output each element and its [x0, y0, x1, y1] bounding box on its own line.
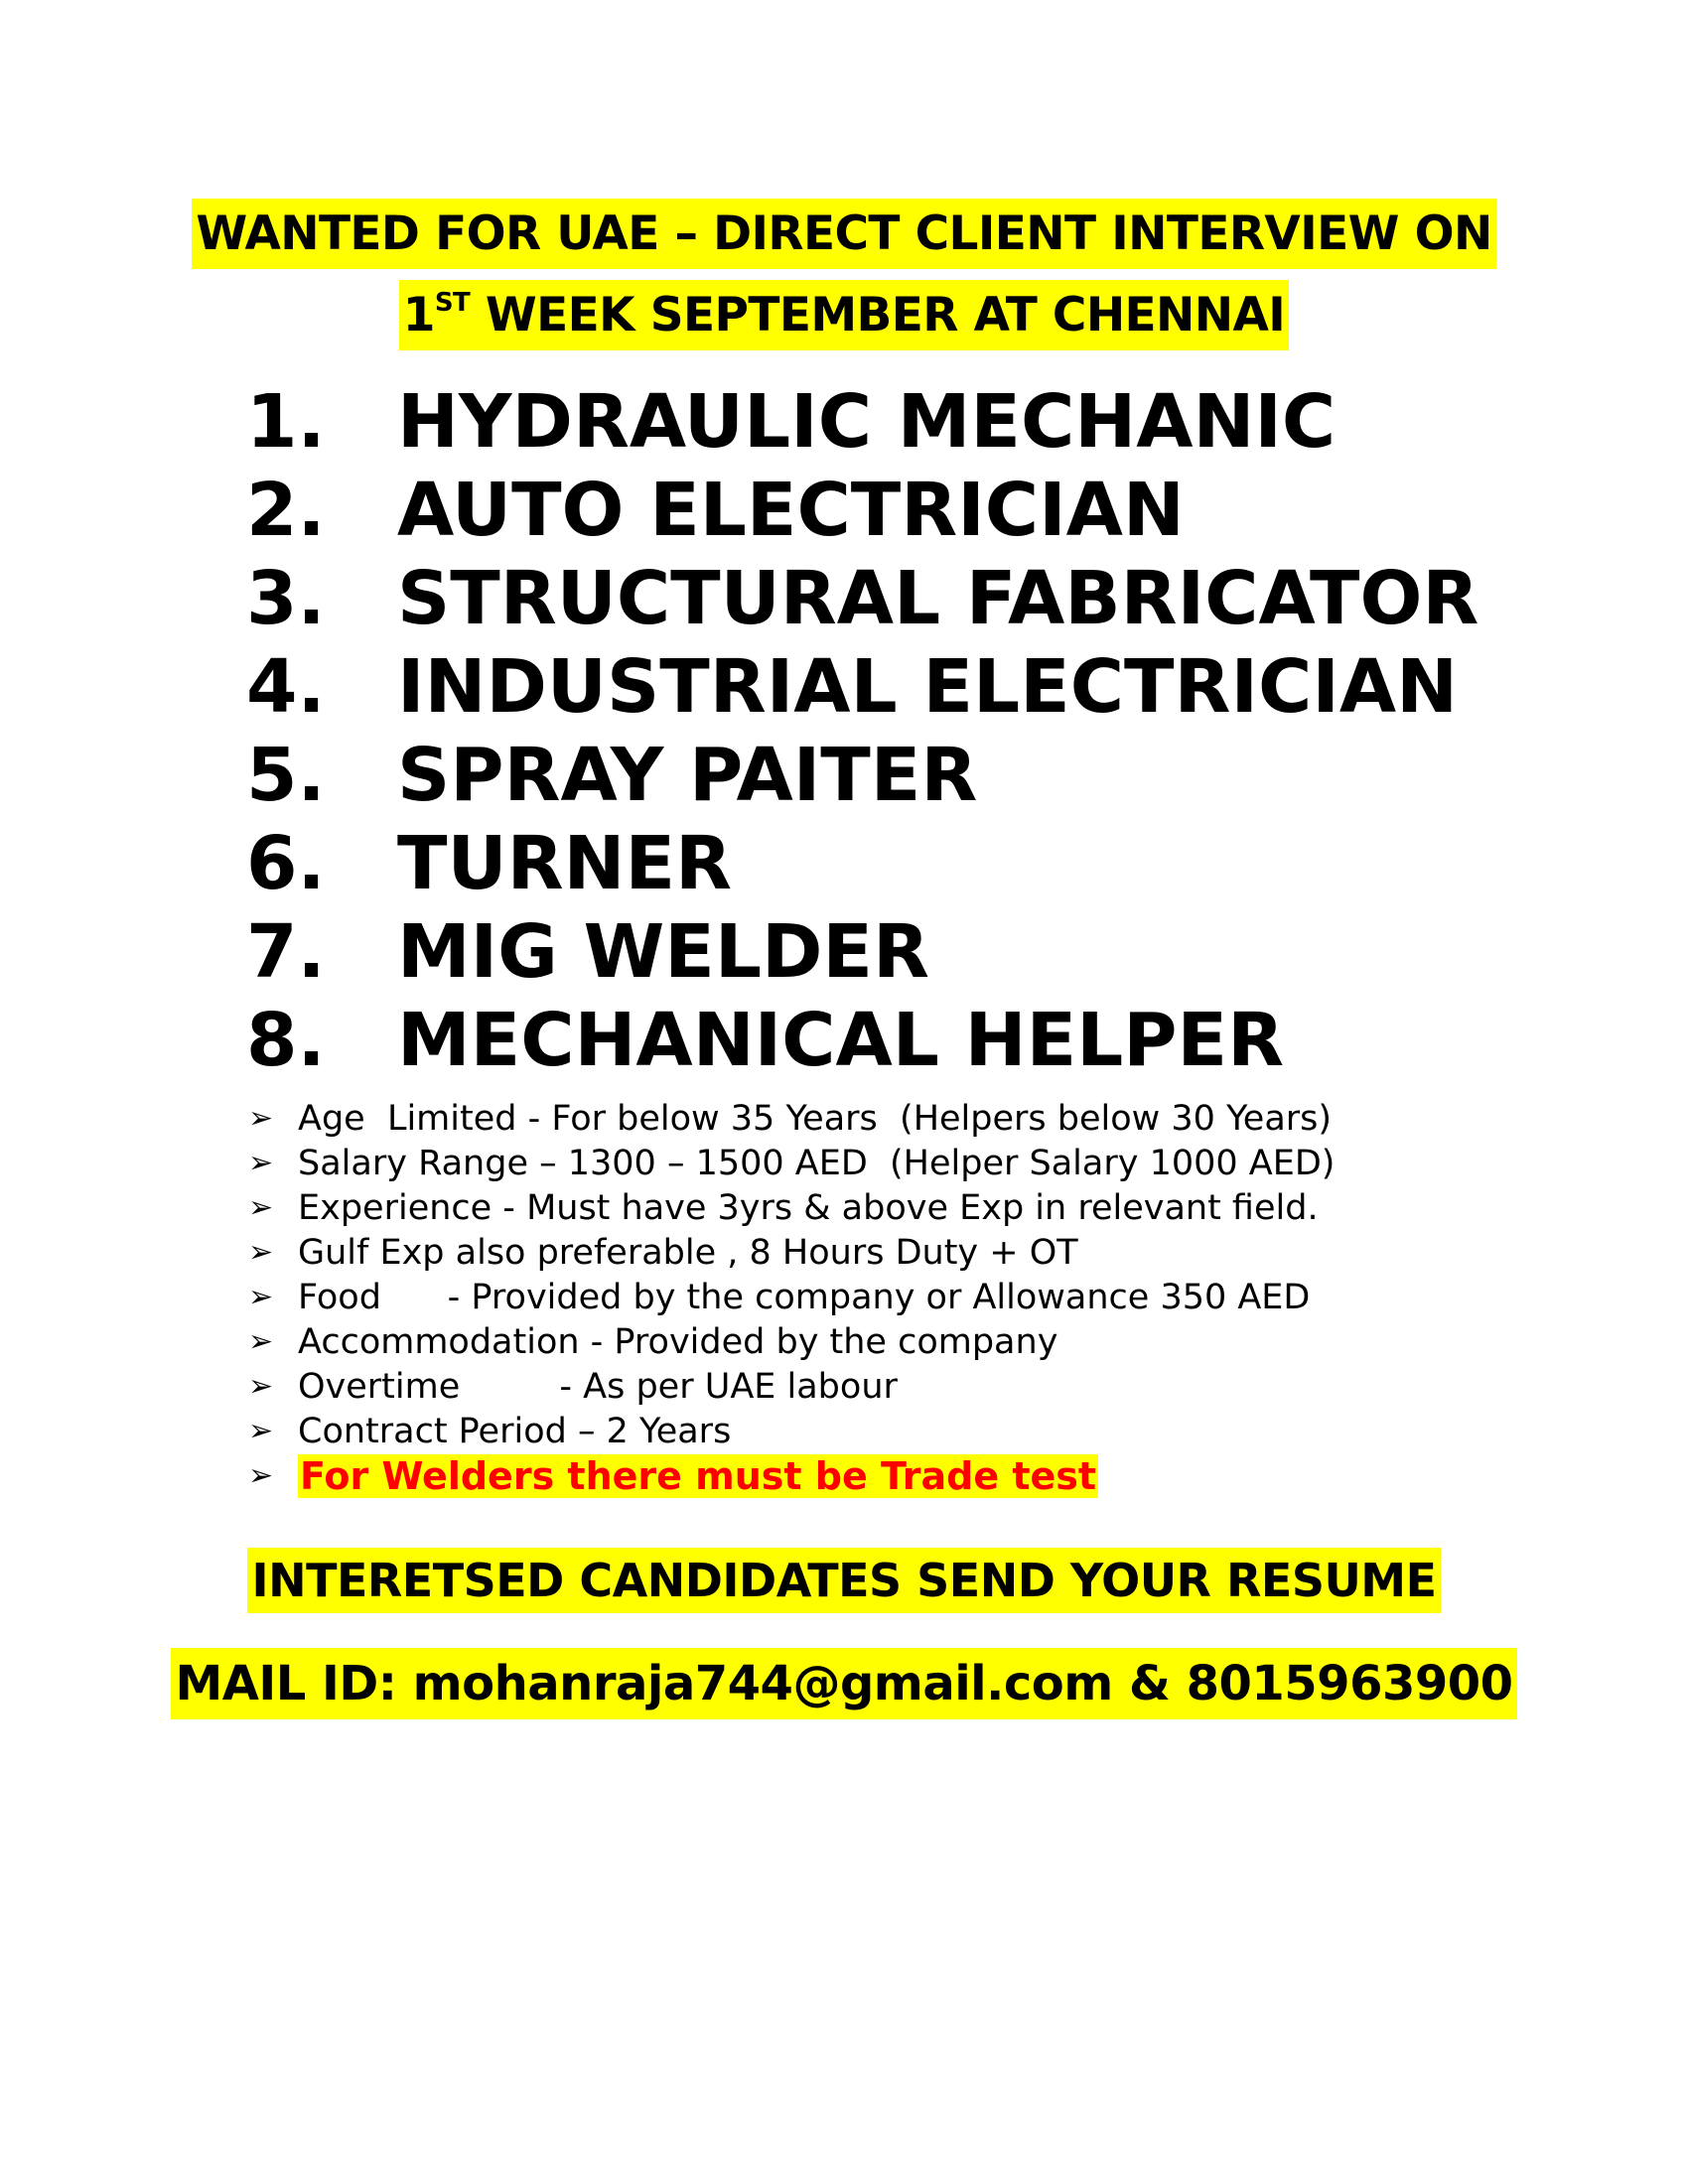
position-number: 3.: [246, 555, 326, 641]
position-title: MIG WELDER: [397, 908, 929, 995]
detail-text: Contract Period – 2 Years: [298, 1411, 732, 1451]
position-item: [246, 377, 1478, 466]
detail-text: Food - Provided by the company or Allowance 350 AED: [298, 1277, 1311, 1317]
header-subtitle: [399, 280, 1289, 350]
position-title: INDUSTRIAL ELECTRICIAN: [397, 643, 1459, 730]
detail-contract: [248, 1409, 1335, 1453]
arrow-bullet-icon: ➢: [248, 1146, 274, 1180]
detail-text: Overtime - As per UAE labour: [298, 1366, 898, 1407]
detail-overtime: [248, 1364, 1335, 1409]
detail-text: Experience - Must have 3yrs & above Exp in relevant field.: [298, 1187, 1319, 1228]
position-title: MECHANICAL HELPER: [397, 997, 1285, 1083]
detail-text: Salary Range – 1300 – 1500 AED (Helper Salary 1000 AED): [298, 1143, 1336, 1183]
position-number: 5.: [246, 732, 326, 818]
arrow-bullet-icon: ➢: [248, 1369, 274, 1404]
arrow-bullet-icon: ➢: [248, 1190, 274, 1225]
detail-text: Age Limited - For below 35 Years (Helpers below 30 Years): [298, 1098, 1333, 1139]
position-item: [246, 996, 1478, 1084]
detail-text: Gulf Exp also preferable , 8 Hours Duty + OT: [298, 1232, 1078, 1273]
detail-gulf-exp: [248, 1230, 1335, 1275]
header-line-1: [0, 206, 1688, 261]
position-item: [246, 642, 1478, 731]
position-title: AUTO ELECTRICIAN: [397, 467, 1185, 553]
arrow-bullet-icon: ➢: [248, 1235, 274, 1270]
position-item: [246, 554, 1478, 642]
arrow-bullet-icon: ➢: [248, 1280, 274, 1314]
position-title: HYDRAULIC MECHANIC: [397, 378, 1336, 465]
position-number: 8.: [246, 997, 326, 1083]
position-item: [246, 907, 1478, 996]
detail-trade-test: [248, 1453, 1335, 1498]
header-title: WANTED FOR UAE – DIRECT CLIENT INTERVIEW ON: [192, 199, 1495, 269]
position-item: [246, 819, 1478, 907]
arrow-bullet-icon: ➢: [248, 1101, 274, 1136]
position-number: 7.: [246, 908, 326, 995]
position-item: [246, 466, 1478, 554]
position-title: SPRAY PAITER: [397, 732, 978, 818]
detail-food: [248, 1275, 1335, 1319]
detail-accommodation: [248, 1319, 1335, 1364]
ordinal-number: 1: [402, 288, 435, 342]
position-number: 1.: [246, 378, 326, 465]
position-number: 6.: [246, 820, 326, 906]
detail-experience: [248, 1185, 1335, 1230]
detail-age: [248, 1096, 1335, 1141]
arrow-bullet-icon: ➢: [248, 1324, 274, 1359]
detail-salary: [248, 1141, 1335, 1185]
ordinal-suffix: ST: [434, 288, 471, 318]
position-number: 4.: [246, 643, 326, 730]
contact-line: [0, 1656, 1688, 1711]
position-number: 2.: [246, 467, 326, 553]
arrow-bullet-icon: ➢: [248, 1414, 274, 1448]
position-title: STRUCTURAL FABRICATOR: [397, 555, 1479, 641]
details-list: [248, 1096, 1335, 1498]
position-title: TURNER: [397, 820, 733, 906]
trade-test-warning: For Welders there must be Trade test: [300, 1453, 1097, 1498]
header-subtitle-rest: WEEK SEPTEMBER AT CHENNAI: [470, 288, 1286, 342]
detail-text: Accommodation - Provided by the company: [298, 1321, 1058, 1362]
contact-text: MAIL ID: mohanraja744@gmail.com & 8015963900: [171, 1648, 1516, 1719]
header-line-2: [0, 288, 1688, 342]
cta-line: [0, 1554, 1688, 1607]
arrow-bullet-icon: ➢: [248, 1458, 274, 1493]
cta-text: INTERETSED CANDIDATES SEND YOUR RESUME: [247, 1548, 1440, 1613]
positions-list: [246, 377, 1478, 1084]
position-item: [246, 731, 1478, 819]
